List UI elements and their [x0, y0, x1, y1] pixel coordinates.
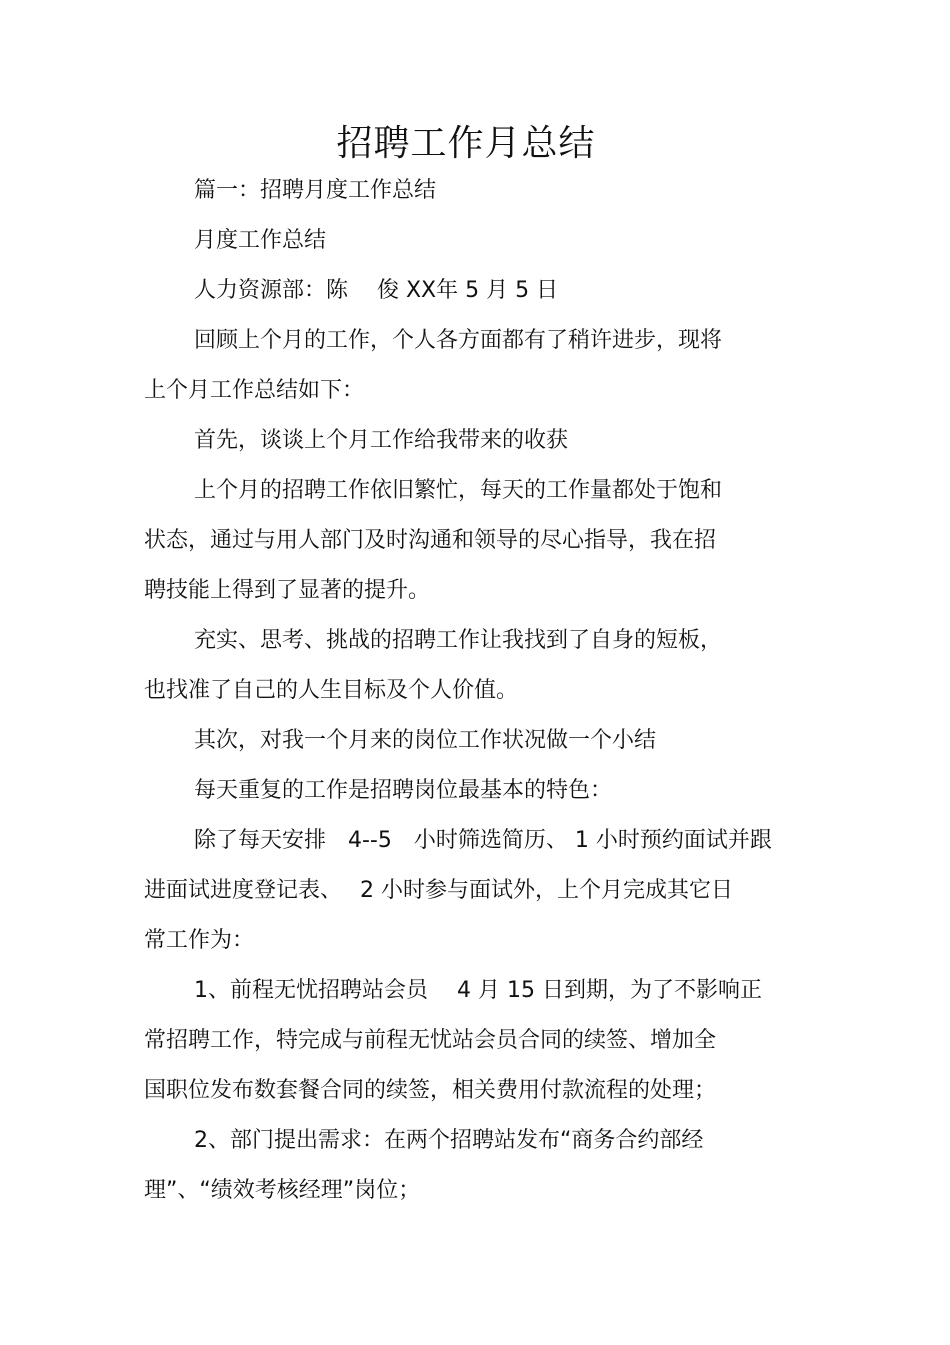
- body-line: 常招聘工作，特完成与前程无忧站会员合同的续签、增加全: [144, 1028, 717, 1053]
- body-line: 篇一：招聘月度工作总结: [194, 178, 437, 203]
- body-line: 其次，对我一个月来的岗位工作状况做一个小结: [194, 728, 657, 753]
- body-line: 状态，通过与用人部门及时沟通和领导的尽心指导，我在招: [144, 528, 717, 553]
- body-line: 国职位发布数套餐合同的续签，相关费用付款流程的处理；: [144, 1078, 717, 1103]
- body-line: 上个月的招聘工作依旧繁忙，每天的工作量都处于饱和: [194, 478, 723, 503]
- document-body: [144, 166, 804, 1216]
- body-line: 回顾上个月的工作，个人各方面都有了稍许进步，现将: [194, 328, 723, 353]
- body-line: 进面试进度登记表、 2 小时参与面试外，上个月完成其它日: [144, 878, 733, 903]
- body-line: 月度工作总结: [194, 228, 327, 253]
- body-line: 每天重复的工作是招聘岗位最基本的特色：: [194, 778, 613, 803]
- body-line: 常工作为：: [144, 928, 255, 953]
- body-line: 2、部门提出需求：在两个招聘站发布“商务合约部经: [194, 1128, 704, 1153]
- body-line: 理”、“绩效考核经理”岗位；: [144, 1178, 421, 1203]
- body-line: 首先，谈谈上个月工作给我带来的收获: [194, 428, 569, 453]
- body-line: 除了每天安排 4--5 小时筛选简历、 1 小时预约面试并跟: [194, 828, 772, 853]
- body-line: 聘技能上得到了显著的提升。: [144, 578, 431, 603]
- body-line: 也找准了自己的人生目标及个人价值。: [144, 678, 519, 703]
- body-line: 人力资源部：陈 俊 XX年 5 月 5 日: [194, 278, 559, 303]
- body-line: 1、前程无忧招聘站会员 4 月 15 日到期，为了不影响正: [194, 978, 762, 1003]
- document-title: 招聘工作月总结: [336, 123, 596, 164]
- body-line: 上个月工作总结如下：: [144, 378, 365, 403]
- body-line: 充实、思考、挑战的招聘工作让我找到了自身的短板，: [194, 628, 723, 653]
